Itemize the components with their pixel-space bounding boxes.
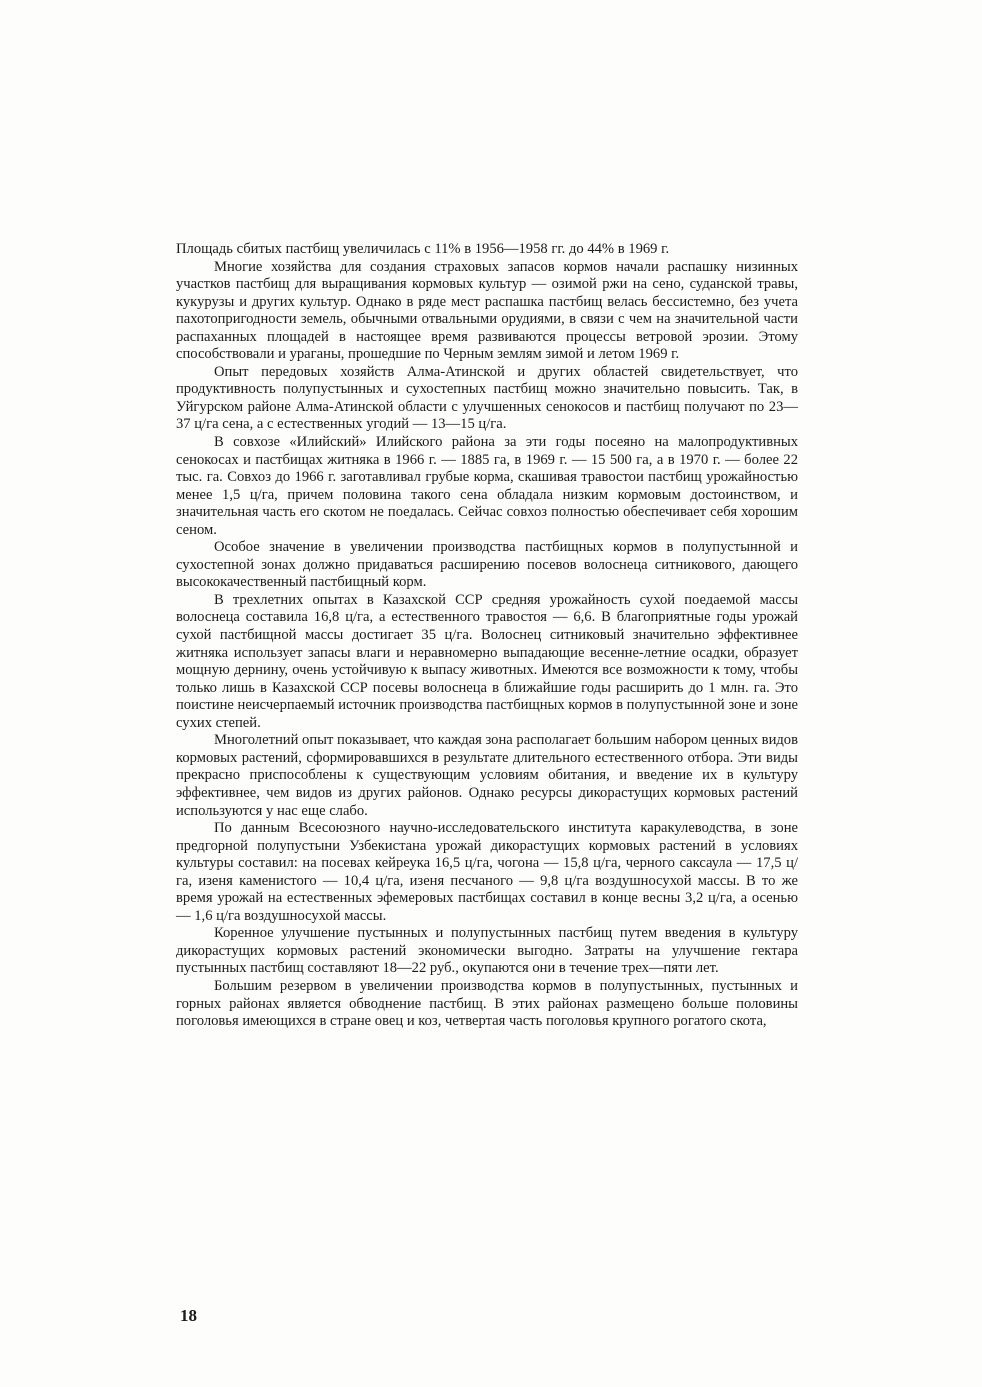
paragraph: Многие хозяйства для создания страховых запасов кормов начали распашку низинных участков пастбищ для выращивания кормовых культур — озимой ржи на сено, суданской травы, кукурузы и других культур. Однако в ряде мест распашка пастбищ велась бессистемно, без учета пахотопригодности земель, обычными отвальными орудиями, в связи с чем на значительной части распаханных площадей в настоящее время развиваются процессы ветровой эрозии. Этому способствовали и ураганы, прошедшие по Черным землям зимой и летом 1969 г. [176,258,798,363]
paragraph: В совхозе «Илийский» Илийского района за эти годы посеяно на малопродуктивных сенокосах и пастбищах житняка в 1966 г. — 1885 га, в 1969 г. — 15 500 га, а в 1970 г. — более 22 тыс. га. Совхоз до 1966 г. заготавливал грубые корма, скашивая травостои пастбищ урожайностью менее 1,5 ц/га, причем половина такого сена обладала низким кормовым достоинством, и значительная часть его скотом не поедалась. Сейчас совхоз полностью обеспечивает себя хорошим сеном. [176,434,798,538]
paragraph: Большим резервом в увеличении производства кормов в полупустынных, пустынных и горных районах является обводнение пастбищ. В этих районах размещено больше половины поголовья имеющихся в стране овец и коз, четвертая часть поголовья крупного рогатого скота, [176,977,798,1030]
paragraph: Особое значение в увеличении производства пастбищных кормов в полупустынной и сухостепной зонах должно придаваться расширению посевов волоснеца ситникового, дающего высококачественный пастбищный корм. [176,539,798,591]
paragraph: Многолетний опыт показывает, что каждая зона располагает большим набором ценных видов кормовых растений, сформировавшихся в результате длительного естественного отбора. Эти виды прекрасно приспособлены к существующим условиям обитания, и введение их в культуру эффективнее, чем видов из других районов. Однако ресурсы дикорастущих кормовых растений используются у нас еще слабо. [176,732,798,819]
paragraph: Коренное улучшение пустынных и полупустынных пастбищ путем введения в культуру дикорастущих кормовых растений экономически выгодно. Затраты на улучшение гектара пустынных пастбищ составляют 18—22 руб., окупаются они в течение трех—пяти лет. [176,925,798,977]
text-column [176,241,798,1031]
paragraph: Площадь сбитых пастбищ увеличилась с 11% в 1956—1958 гг. до 44% в 1969 г. [176,241,670,257]
paragraph: По данным Всесоюзного научно-исследовательского института каракулеводства, в зоне предгорной полупустыни Узбекистана урожай дикорастущих кормовых растений в условиях культуры составил: на посевах кейреука 16,5 ц/га, чогона — 15,8 ц/га, черного саксаула — 17,5 ц/га, изеня каменистого — 10,4 ц/га, изеня песчаного — 9,8 ц/га воздушносухой массы. В то же время урожай на естественных эфемеровых пастбищах составил в конце весны 3,2 ц/га, а осенью — 1,6 ц/га воздушносухой массы. [176,820,798,924]
paragraph: В трехлетних опытах в Казахской ССР средняя урожайность сухой поедаемой массы волоснеца составила 16,8 ц/га, а естественного травостоя — 6,6. В благоприятные годы урожай сухой пастбищной массы достигает 35 ц/га. Волоснец ситниковый значительно эффективнее житняка использует запасы влаги и неравномерно выпадающие весенне-летние осадки, образует мощную дернину, очень устойчивую к выпасу животных. Имеются все возможности к тому, чтобы только лишь в Казахской ССР посевы волоснеца в ближайшие годы расширить до 1 млн. га. Это поистине неисчерпаемый источник производства пастбищных кормов в полупустынной зоне и зоне сухих степей. [176,591,798,731]
paragraph: Опыт передовых хозяйств Алма-Атинской и других областей свидетельствует, что продуктивность полупустынных и сухостепных пастбищ можно значительно повысить. Так, в Уйгурском районе Алма-Атинской области с улучшенных сенокосов и пастбищ получают по 23—37 ц/га сена, а с естественных угодий — 13—15 ц/га. [176,363,798,433]
page-number: 18 [180,1306,197,1325]
